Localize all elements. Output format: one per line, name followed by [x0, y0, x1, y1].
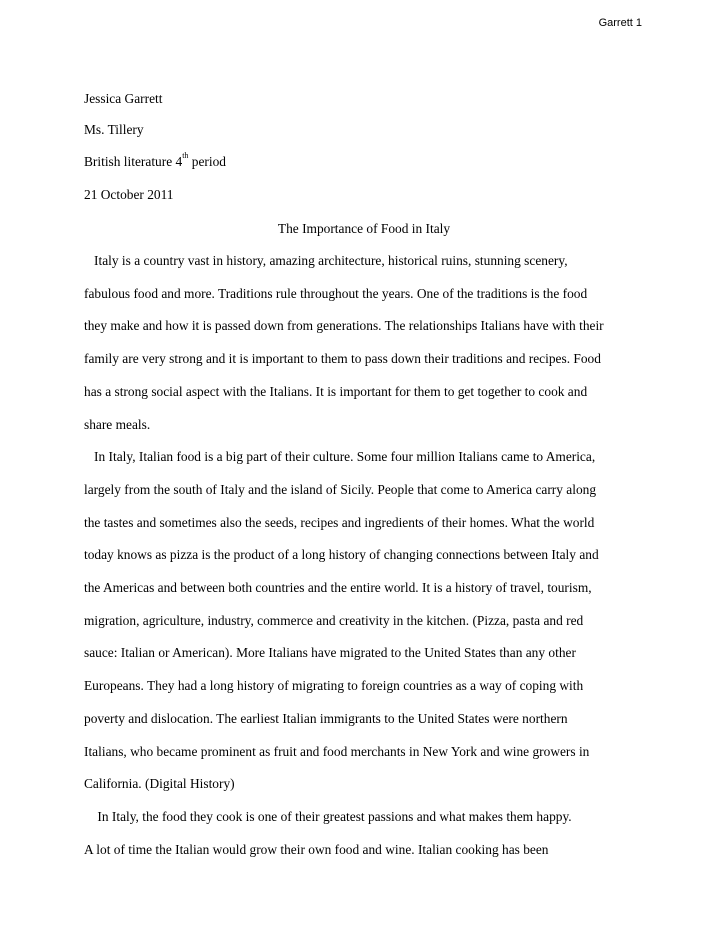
body-line: Europeans. They had a long history of migrating to foreign countries as a way of coping with	[84, 678, 584, 694]
body-line: sauce: Italian or American). More Italians have migrated to the United States than any other	[84, 645, 576, 661]
author-name: Jessica Garrett	[84, 91, 163, 106]
body-line: family are very strong and it is important to them to pass down their traditions and recipes. Food	[84, 351, 601, 367]
course-line	[84, 151, 226, 169]
running-header: Garrett 1	[598, 17, 642, 29]
body-line: fabulous food and more. Traditions rule throughout the years. One of the traditions is the food	[84, 285, 588, 301]
date-line: 21 October 2011	[84, 187, 174, 202]
body-line: the Americas and between both countries and the entire world. It is a history of travel, tourism,	[84, 580, 592, 595]
body-line: Italians, who became prominent as fruit and food merchants in New York and wine growers in	[84, 743, 590, 759]
course-prefix: British literature 4	[84, 154, 183, 169]
body-line: California. (Digital History)	[84, 776, 235, 792]
course-suffix: period	[188, 154, 226, 169]
body-line: share meals.	[84, 416, 151, 432]
body-line: migration, agriculture, industry, commerce and creativity in the kitchen. (Pizza, pasta and red	[84, 612, 584, 628]
body-line: Italy is a country vast in history, amazing architecture, historical ruins, stunning scenery,	[84, 253, 568, 268]
body-line: In Italy, the food they cook is one of their greatest passions and what makes them happy.	[84, 808, 572, 824]
body-line: has a strong social aspect with the Italians. It is important for them to get together to cook and	[84, 383, 588, 399]
body-line: they make and how it is passed down from generations. The relationships Italians have with their	[84, 318, 604, 334]
teacher-name: Ms. Tillery	[84, 122, 144, 137]
body-line: In Italy, Italian food is a big part of their culture. Some four million Italians came to America,	[84, 449, 596, 465]
essay-title: The Importance of Food in Italy	[277, 221, 451, 236]
body-line: A lot of time the Italian would grow their own food and wine. Italian cooking has been	[84, 841, 549, 857]
course-superscript: th	[182, 151, 189, 160]
body-line: the tastes and sometimes also the seeds, recipes and ingredients of their homes. What the world	[84, 514, 595, 530]
body-line: poverty and dislocation. The earliest Italian immigrants to the United States were northern	[84, 710, 568, 726]
body-line: largely from the south of Italy and the island of Sicily. People that come to America carry along	[84, 481, 597, 497]
body-line: today knows as pizza is the product of a long history of changing connections between Italy and	[84, 547, 599, 563]
